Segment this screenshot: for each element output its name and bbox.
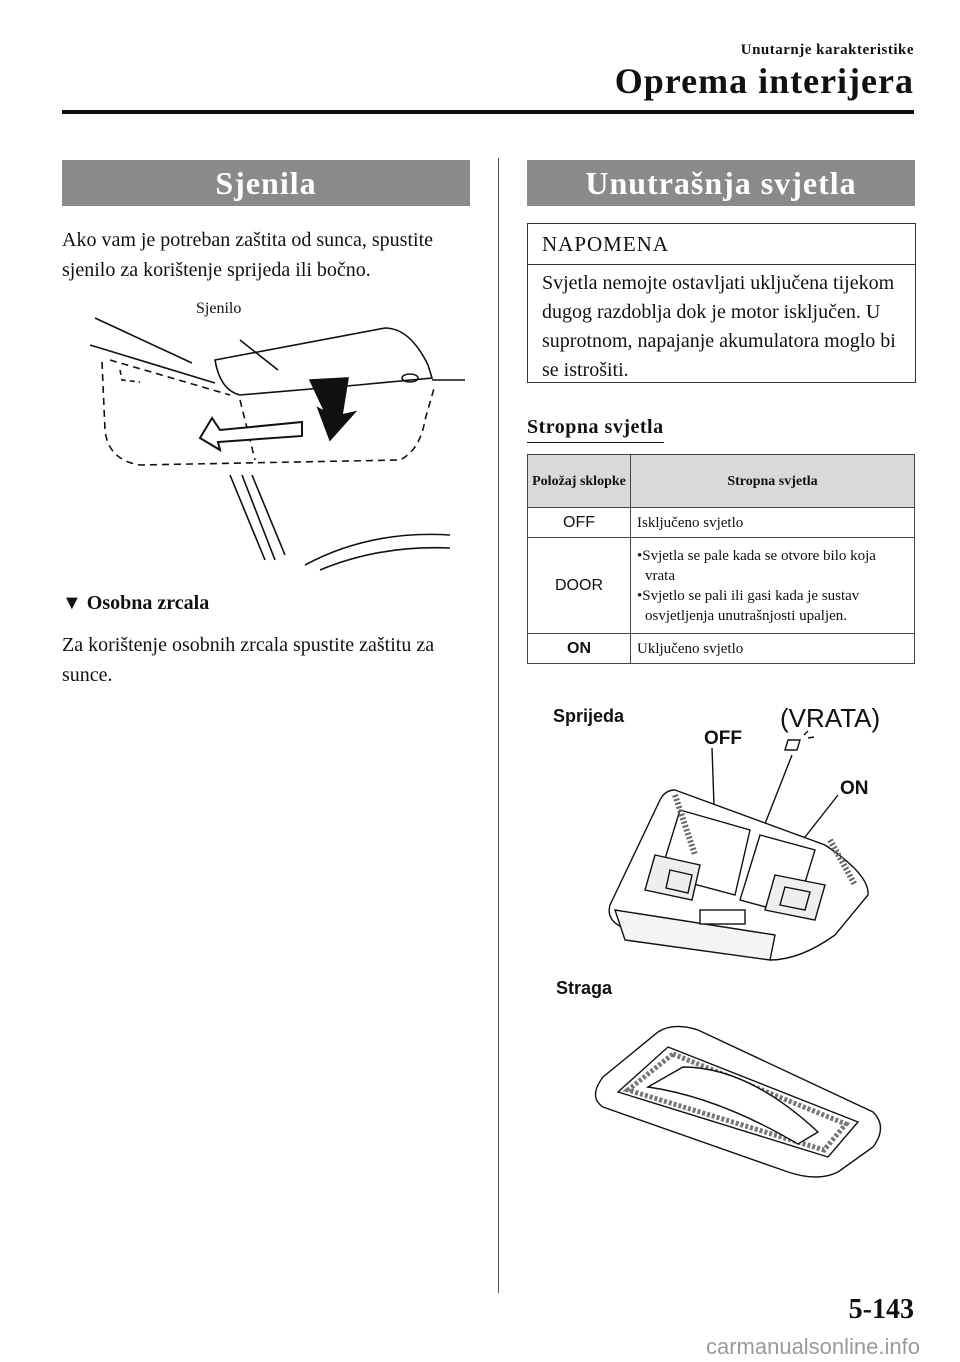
door-bullet-1: •Svjetla se pale kada se otvore bilo koja vrata (637, 547, 876, 584)
sjenila-paragraph: Ako vam je potreban zaštita od sunca, spustite sjenilo za korištenje sprijeda ili bočno. (62, 229, 434, 281)
description-on: Uključeno svjetlo (631, 634, 915, 664)
sun-visor-illustration (80, 300, 480, 570)
label-vrata: (VRATA) (780, 703, 881, 733)
label-straga: Straga (556, 978, 613, 998)
note-title: NAPOMENA (528, 224, 915, 265)
description-off: Isključeno svjetlo (631, 508, 915, 538)
door-bullet-2: •Svjetlo se pali ili gasi kada je sustav osvjetljenja unutrašnjosti upaljen. (637, 587, 860, 624)
header-rule (62, 110, 914, 114)
rear-overhead-light-illustration (588, 1022, 888, 1182)
osobna-zrcala-paragraph: Za korištenje osobnih zrcala spustite zaštitu za sunce. (62, 634, 435, 686)
column-divider (498, 158, 499, 1293)
section-title-sjenila: Sjenila (62, 160, 470, 206)
osobna-zrcala-label: Osobna zrcala (86, 592, 210, 614)
triangle-marker-icon: ▼ (62, 592, 82, 614)
table-row (528, 634, 915, 664)
osobna-zrcala-heading (62, 592, 209, 615)
label-sprijeda: Sprijeda (553, 706, 625, 726)
table-row (528, 508, 915, 538)
stropna-svjetla-heading: Stropna svjetla (527, 416, 664, 443)
label-off: OFF (704, 728, 742, 749)
front-overhead-light-illustration (600, 735, 900, 965)
watermark: carmanualsonline.info (705, 1334, 920, 1359)
label-on: ON (840, 778, 869, 799)
note-box (527, 223, 916, 383)
note-body: Svjetla nemojte ostavljati uključena tijekom dugog razdoblja dok je motor isključen. U suprotnom, napajanje akumulatora moglo bi se istrošiti. (542, 272, 896, 381)
position-off: OFF (528, 508, 631, 538)
header-position: Položaj sklopke (528, 455, 631, 508)
chapter-subtitle: Unutarnje karakteristike (740, 42, 914, 58)
position-door: DOOR (528, 538, 631, 634)
section-title-unutrasnja: Unutrašnja svjetla (527, 160, 915, 206)
chapter-title: Oprema interijera (614, 61, 914, 101)
switch-position-table (527, 454, 915, 664)
description-door (631, 538, 915, 634)
header-description: Stropna svjetla (631, 455, 915, 508)
sjenilo-figure-label: Sjenilo (196, 300, 242, 317)
position-on: ON (528, 634, 631, 664)
table-row (528, 538, 915, 634)
table-header-row (528, 455, 915, 508)
page-number: 5-143 (848, 1294, 914, 1325)
